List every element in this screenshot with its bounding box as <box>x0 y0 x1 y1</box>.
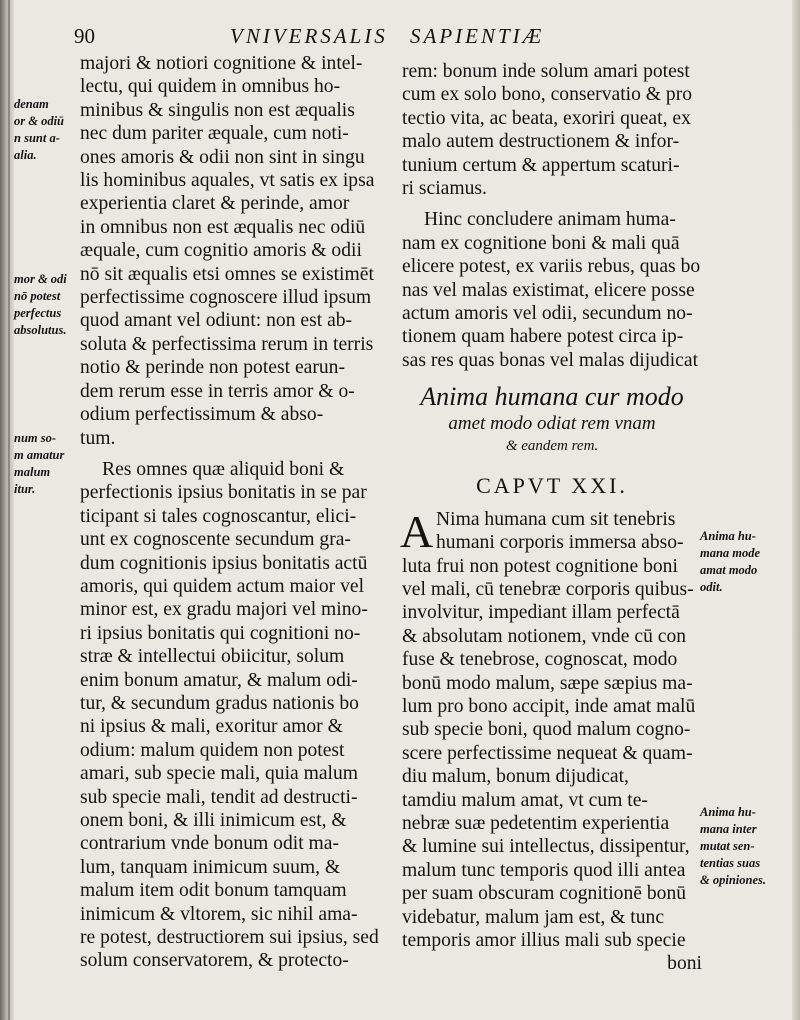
paragraph-gap <box>80 450 376 458</box>
right-text-column <box>402 60 702 976</box>
left-text-column <box>80 52 379 973</box>
book-binding-edge <box>0 0 14 1020</box>
margin-note-3: num so- m amatur malum itur. <box>14 431 65 496</box>
chapter-title: Anima humana cur modo amet modo odiat rem vnam & eandem rem. <box>420 382 684 455</box>
paragraph-anima: Nima humana cum sit tenebris humani corporis immersa abso- luta frui non potest cognitione boni vel mali, cū tenebræ corporis quibus- involvitur, impediant illam perfectā & absolutam notionem, vnde cū con fuse & tenebrose, cognoscat, modo bonū modo malum, sæpe sæpius ma- lum pro bono accipit, inde amat malū sub specie boni, quod malum cogno- scere perfectissime nequeat & quam- diu malum, bonum dijudicat, tamdiu malum amat, vt cum te- nebræ suæ pedetentim experientia & lumine sui intellectus, dissipentur, malum tunc temporis quod illi antea per suam obscuram cognitionē bonū videbatur, malum jam est, & tunc temporis amor illius mali sub specie boni <box>402 508 702 975</box>
margin-note-1: denam or & odiū n sunt a- alia. <box>14 97 65 162</box>
paragraph-res-omnes: Res omnes quæ aliquid boni & perfectionis ipsius bonitatis in se par ticipant si tales cognoscantur, elici- unt ex cognoscente secundum gra- dum cognitionis ipsius bonitatis actū amoris, qui quidem actum maior vel minor est, ex gradu majori vel mino- ri ipsius bonitatis qui cognitioni no- stræ & intellectui obiicitur, solum enim bonum amatur, & malum odi- tur, & secundum gradus nationis bo ni ipsius & mali, exoritur amor & odium: malum quidem non potest amari, sub specie mali, quia malum sub specie mali, tendit ad destructi- onem boni, & illi inimicum est, & contrarium vnde bonum odit ma- lum, tanquam inimicum suum, & malum item odit bonum tamquam inimicum & vltorem, sic nihil ama- re potest, destructiorem sui ipsius, sed solum conservatorem, & protecto- <box>80 458 379 972</box>
drop-cap: A <box>400 505 434 557</box>
paragraph-gap <box>402 200 702 208</box>
binding-line <box>8 0 10 1020</box>
margin-note-4: Anima hu- mana mode amat modo odit. <box>700 529 761 594</box>
running-title-word-1: VNIVERSALIS <box>230 24 388 48</box>
margin-note-5: Anima hu- mana inter mutat sen- tentias suas & opiniones. <box>700 805 766 887</box>
margin-note-2: mor & odi nō potest perfectus absolutus. <box>14 272 67 337</box>
paragraph-hinc: Hinc concludere animam huma- nam ex cognitione boni & mali quā elicere potest, ex variis rebus, quas bo nas vel malas existimat, elicere posse actum amoris vel odii, secundum no- tionem quam habere potest circa ip- sas res quas bonas vel malas dijudicat <box>402 209 701 371</box>
chapter-body <box>400 505 702 976</box>
page-right-edge <box>792 0 800 1020</box>
paragraph-rem-bonum: rem: bonum inde solum amari potest cum ex solo bono, conservatio & pro tectio vita, ac beata, exoriri queat, ex malo autem destructionem & infor- tunium certum & appertum scaturi- ri sciamus. <box>402 61 693 200</box>
page-number: 90 <box>74 24 95 48</box>
chapter-heading: CAPVT XXI. <box>476 473 628 499</box>
paragraph-continued: majori & notiori cognitione & intel- lectu, qui quidem in omnibus ho- minibus & singulis non est æqualis nec dum pariter æquale, cum noti- ones amoris & odii non sint in singu lis hominibus aquales, vt satis ex ipsa experientia claret & perinde, amor in omnibus non est æqualis nec odiū æquale, cum cognitio amoris & odii nō sit æqualis etsi omnes se existimēt perfectissime cognoscere illud ipsum quod amant vel odiunt: non est ab- soluta & perfectissima rerum in terris notio & perinde non potest earun- dem rerum esse in terris amor & o- odium perfectissimum & abso- tum. <box>80 53 375 449</box>
running-header <box>70 24 790 50</box>
running-title-word-2: SAPIENTIÆ <box>410 24 545 48</box>
